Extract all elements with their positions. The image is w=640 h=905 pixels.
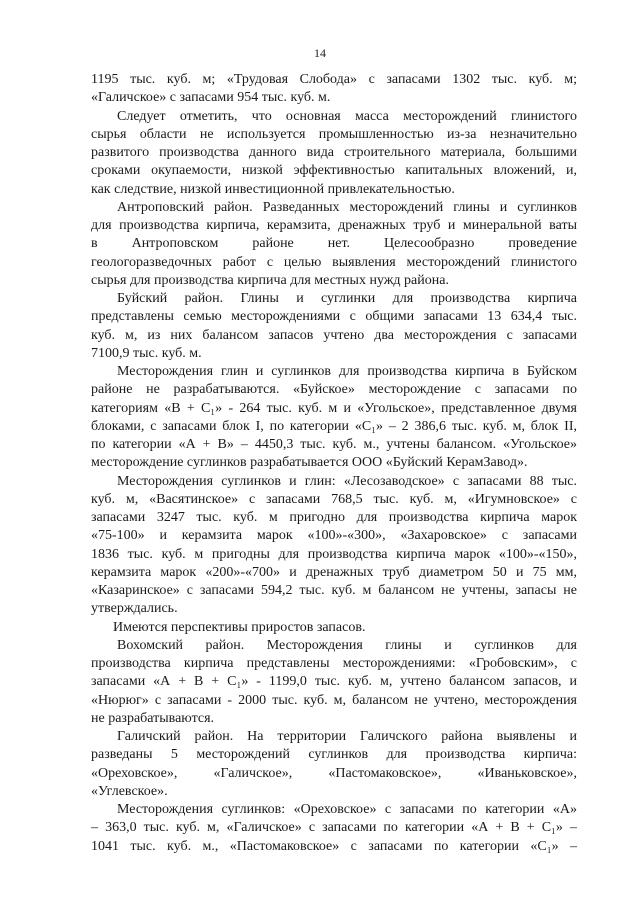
- text-line: 7100,9 тыс. куб. м.: [91, 345, 202, 361]
- text-line: категориям «В + С₁» - 264 тыс. куб. м и «Угольское», представленное двумя: [91, 400, 577, 416]
- text-line: 1836 тыс. куб. м пригодны для производства кирпича марок «100»-«150»,: [91, 546, 577, 562]
- text-line: сроками окупаемости, низкой эффективностью капитальных вложений, и,: [91, 163, 577, 179]
- text-line: Следует отметить, что основная масса месторождений глинистого: [117, 108, 577, 124]
- text-line: в Антроповском районе нет. Целесообразно проведение: [91, 236, 577, 252]
- text-line: для производства кирпича, керамзита, дренажных труб и минеральной ваты: [91, 218, 577, 233]
- text-line: Буйский район. Глины и суглинки для производства кирпича: [117, 291, 577, 306]
- text-line: «75-100» и керамзита марок «100»-«300», «Захаровское» с запасами: [91, 528, 577, 544]
- text-line: Месторождения суглинков и глин: «Лесозаводское» с запасами 88 тыс.: [117, 473, 577, 489]
- text-line: Антроповский район. Разведанных месторождений глины и суглинков: [117, 199, 577, 215]
- text-line: Месторождения суглинков: «Ореховское» с запасами по категории «А»: [117, 802, 577, 817]
- text-line: «Казаринское» с запасами 594,2 тыс. куб. м балансом не учтены, запасы не: [91, 583, 577, 598]
- text-line: месторождение суглинков разрабатывается ООО «Буйский КерамЗавод».: [91, 455, 528, 471]
- page-number: 14: [314, 46, 326, 60]
- text-line: – 363,0 тыс. куб. м, «Галичское» с запасами по категории «А + В + С₁» –: [91, 820, 577, 836]
- text-line: блоками, с запасами блок I, по категории «С₁» – 2 386,6 тыс. куб. м, блок II,: [91, 418, 577, 434]
- text-line: разведаны 5 месторождений суглинков для производства кирпича:: [91, 747, 577, 763]
- text-line: запасами «А + В + С₁» - 1199,0 тыс. куб. м, учтено балансом запасов, и: [91, 674, 577, 690]
- text-line: «Ореховское», «Галичское», «Пастомаковское», «Иваньковское»,: [91, 765, 577, 781]
- text-line: «Нюрюг» с запасами - 2000 тыс. куб. м, балансом не учтено, месторождения: [91, 692, 577, 708]
- text-line: «Углевское».: [91, 783, 168, 799]
- text-line: не разрабатываются.: [91, 710, 215, 726]
- text-line: производства кирпича представлены месторождениями: «Гробовским», с: [91, 656, 577, 671]
- text-line: Месторождения глин и суглинков для производства кирпича в Буйском: [117, 364, 577, 379]
- text-line: представлены семью месторождениями с общими запасами 13 634,4 тыс.: [91, 309, 577, 325]
- text-line: по категории «А + В» – 4450,3 тыс. куб. м., учтены балансом. «Угольское»: [91, 437, 577, 452]
- text-line: «Галичское» с запасами 954 тыс. куб. м.: [91, 90, 331, 106]
- text-line: развитого производства данного вида строительного материала, большими: [91, 145, 577, 160]
- text-line: Галичский район. На территории Галичского района выявлены и: [117, 729, 577, 744]
- text-line: сырья области не используется промышленностью из-за незначительно: [91, 126, 577, 142]
- text-line: утверждались.: [91, 601, 178, 617]
- text-line: Имеются перспективы приростов запасов.: [113, 619, 366, 635]
- text-line: запасами 3247 тыс. куб. м пригодно для производства кирпича марок: [91, 510, 577, 525]
- text-line: 1041 тыс. куб. м., «Пастомаковское» с запасами по категории «С₁» –: [91, 838, 577, 854]
- text-line: Вохомский район. Месторождения глины и суглинков для: [117, 637, 577, 653]
- text-line: сырья для производства кирпича для местных нужд района.: [91, 272, 449, 288]
- text-line: керамзита марок «200»-«700» и дренажных труб диаметром 50 и 75 мм,: [91, 564, 577, 580]
- text-line: геологоразведочных работ с целью выявления месторождений глинистого: [91, 254, 577, 270]
- text-line: как следствие, низкой инвестиционной привлекательностью.: [91, 181, 455, 197]
- text-line: куб. м, «Васятинское» с запасами 768,5 тыс. куб. м, «Игумновское» с: [91, 491, 577, 507]
- text-line: 1195 тыс. куб. м; «Трудовая Слобода» с запасами 1302 тыс. куб. м;: [91, 72, 577, 87]
- text-line: куб. м, из них балансом запасов учтено два месторождения с запасами: [91, 327, 577, 343]
- text-line: районе не разрабатываются. «Буйское» месторождение с запасами по: [91, 382, 577, 398]
- document-body: [91, 71, 577, 856]
